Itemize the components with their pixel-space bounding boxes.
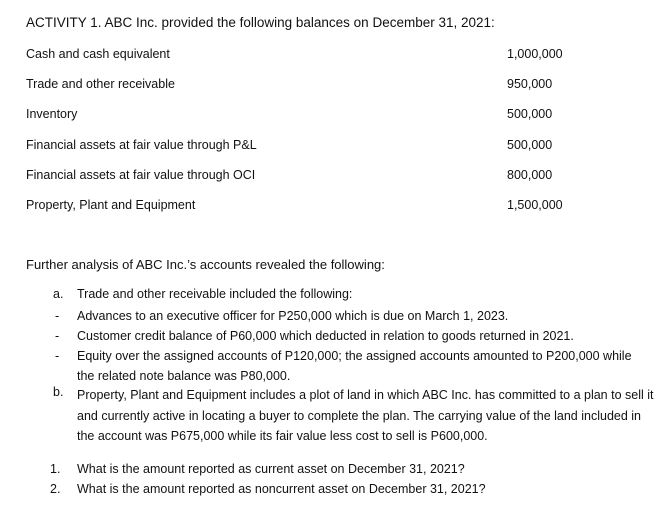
balance-row-ppe <box>26 194 586 224</box>
item-a-text: Trade and other receivable included the following: <box>77 287 353 301</box>
item-b-marker: b. <box>53 385 64 399</box>
question-text: What is the amount reported as noncurrent asset on December 31, 2021? <box>77 482 486 496</box>
dash-bullet: - <box>55 349 60 363</box>
question-2 <box>50 479 486 499</box>
question-number: 2. <box>50 482 61 496</box>
item-a-marker: a. <box>53 287 64 301</box>
account-name: Cash and cash equivalent <box>26 47 170 61</box>
account-amount: 1,000,000 <box>507 47 563 61</box>
item-b-text: Property, Plant and Equipment includes a plot of land in which ABC Inc. has committed to a plan to sell it and currently active in locating a buyer to complete the plan. The carrying value of the land included in the account was P675,000 while its fair value less cost to sell is P600,000. <box>77 388 654 443</box>
balance-row-cash <box>26 43 586 73</box>
subitem-text: Advances to an executive officer for P250,000 which is due on March 1, 2023. <box>77 309 509 323</box>
account-amount: 500,000 <box>507 107 553 122</box>
question-number: 1. <box>50 462 61 476</box>
account-amount: 800,000 <box>507 167 553 182</box>
account-name: Financial assets at fair value through OCI <box>26 167 256 182</box>
list-item <box>53 306 653 326</box>
dash-bullet: - <box>55 309 60 323</box>
account-name: Property, Plant and Equipment <box>26 197 196 212</box>
balances-list <box>26 43 586 224</box>
account-name: Financial assets at fair value through P&L <box>26 137 257 152</box>
item-a-subitems <box>53 306 653 386</box>
balance-row-fvoci <box>26 164 586 194</box>
subitem-text: Customer credit balance of P60,000 which deducted in relation to goods returned in 2021. <box>77 329 574 343</box>
account-name: Inventory <box>26 107 78 122</box>
balance-row-inventory <box>26 103 586 133</box>
question-text: What is the amount reported as current asset on December 31, 2021? <box>77 462 465 476</box>
balance-row-fvtpl <box>26 134 586 164</box>
dash-bullet: - <box>55 329 60 343</box>
balance-row-receivable <box>26 73 586 103</box>
activity-title: ACTIVITY 1. ABC Inc. provided the following balances on December 31, 2021: <box>26 15 495 30</box>
list-item <box>53 326 653 346</box>
subitem-text: Equity over the assigned accounts of P120,000; the assigned accounts amounted to P200,000 while the related note balance was P80,000. <box>77 349 632 383</box>
account-amount: 950,000 <box>507 77 553 92</box>
further-analysis-heading: Further analysis of ABC Inc.’s accounts revealed the following: <box>26 257 385 272</box>
account-amount: 1,500,000 <box>507 197 563 212</box>
account-amount: 500,000 <box>507 137 553 152</box>
question-1 <box>50 459 486 479</box>
questions-list <box>50 459 486 499</box>
list-item <box>53 346 653 386</box>
account-name: Trade and other receivable <box>26 77 175 92</box>
